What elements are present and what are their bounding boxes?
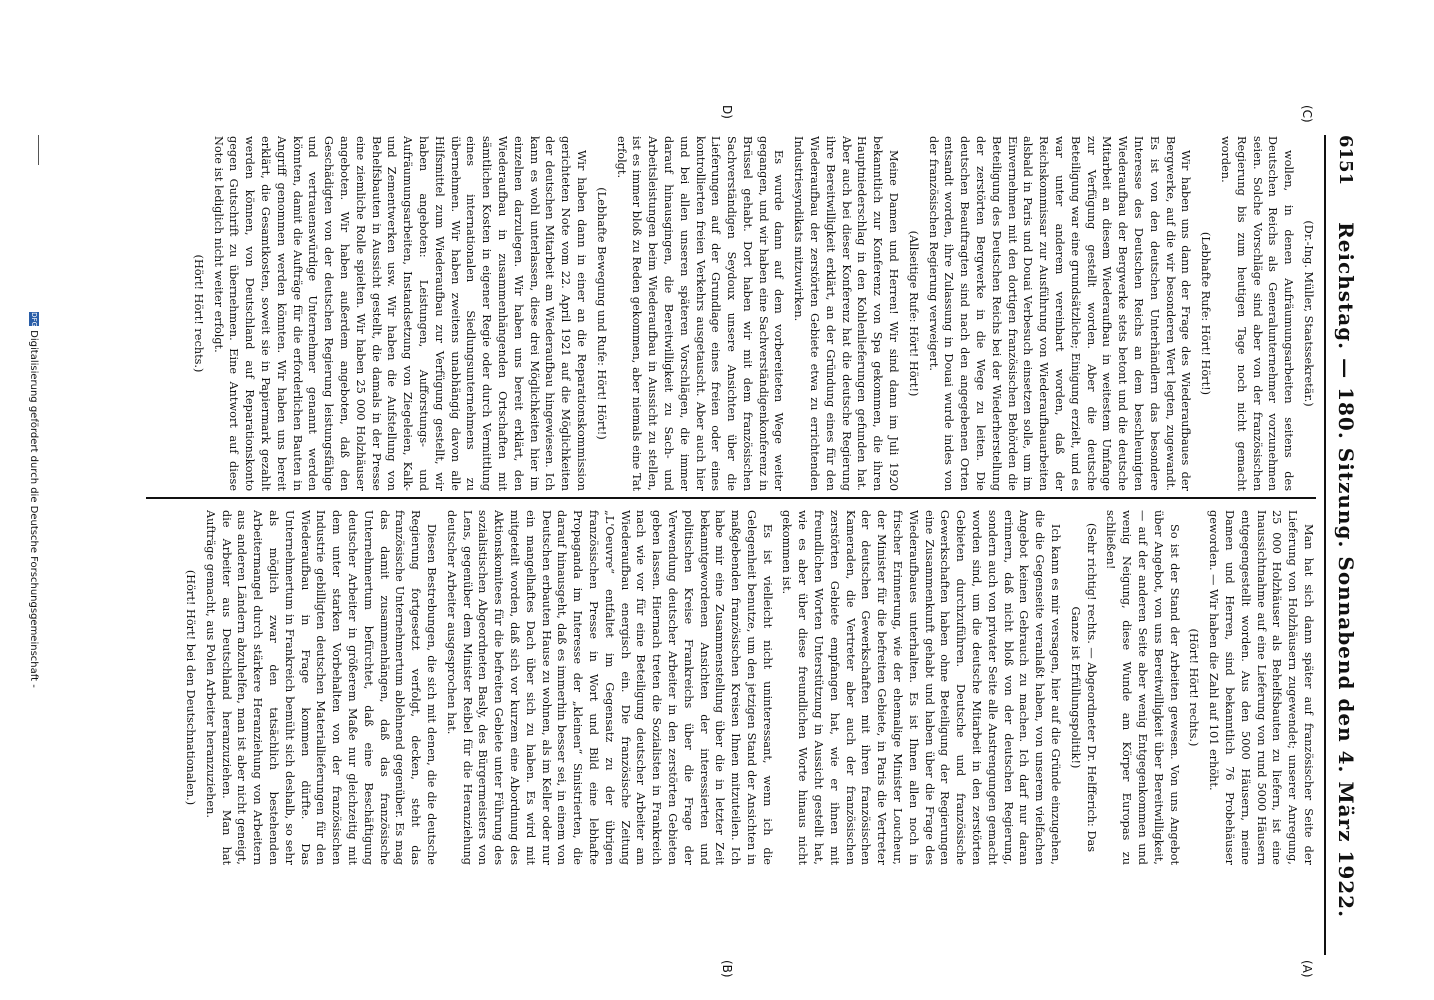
paragraph: Diesen Bestrebungen, die sich mit denen, die die deutsche Regierung fortgesetzt verfolgt, decken, steht das französische Unternehmertum ablehnend gegenüber. Es mag das damit zusammenhängen, daß das französische Unternehmertum befürchtet, daß eine Beschäftigung deutscher Arbeiter in größerem Maße nur gleichzeitig mit dem unter starken Vorbehalten von der französischen Industrie gebilligten deutschen Materiallieferungen für den Wiederaufbau in Frage kommen dürfte. Das Unternehmertum in Frankreich bemüht sich deshalb, so sehr als möglich zwar den tatsächlich bestehenden Arbeitermangel durch stärkere Heranziehung von Arbeitern aus anderen Ländern abzuhelfen, man ist aber nicht geneigt, die Arbeiter aus Deutschland heranzuziehen. Man hat Aufträge gemacht, aus Polen Arbeiter heranzuziehen. xyxy=(203,510,438,865)
header-title: Reichstag. — 180. Sitzung. Sonnabend den 4. März 1922. xyxy=(1334,222,1358,919)
paragraph: Man hat sich dann später auf französischer Seite der Lieferung von Holzhäusern zugewendet; unserer Anregung, 25 000 Holzhäuser als Behelfsbauten zu liefern, ist eine Inaussichtnahme auf eine Lieferung von rund 5000 Häusern entgegengestellt worden. Aus den 5000 Häusern, meine Damen und Herren, sind bekanntlich 76 Probehäuser geworden. — Wir haben die Zahl auf 101 erhöht. xyxy=(1207,510,1315,865)
margin-marker-c: (C) xyxy=(1300,105,1314,123)
page-number: 6151 xyxy=(1335,135,1357,186)
paragraph: (Hört! Hört! rechts.) xyxy=(1187,628,1201,747)
paragraph: (Allseitige Rufe: Hört! Hört!) xyxy=(906,230,920,397)
footer xyxy=(28,0,39,1000)
paragraph: Es wurde dann auf dem vorbereiteten Wege weiter gegangen, und wir haben eine Sachverständigenkonferenz in Brüssel gehabt. Dort haben wir mit dem französischen Sachverständigen Seydoux unsere Ansichten über die Lieferungen auf der Grundlage eines freien oder eines kontrollierten freien Verkehrs ausgetauscht. Aber auch hier und bei allen unseren späteren Vorschlägen, die immer darauf hinausgingen, die Bereitwilligkeit zu Sach- und Arbeitsleistungen beim Wiederaufbau in Aussicht zu stellen, ist es immer bloß zu Reden gekommen, aber niemals eine Tat erfolgt. xyxy=(614,136,786,491)
header-rule xyxy=(1324,135,1326,955)
margin-marker-b: (B) xyxy=(720,960,734,978)
column-divider xyxy=(146,497,1316,499)
paragraph: (Hört! Hört! rechts.) xyxy=(191,254,205,373)
paragraph: Wir haben uns dann der Frage des Wiederaufbaues der Bergwerke, auf die wir besonderen Wert legten, zugewandt. Es ist von den deutschen Unterhändlern das besondere Interesse des Deutschen Reichs an dem beschleunigten Wiederaufbau der Bergwerke stets betont und die deutsche Mitarbeit an diesem Wiederaufbau in weitestem Umfange zur Verfügung gestellt worden. Aber die deutsche Beteiligung war eine grundsätzliche; Einigung erzielt, und es war unter anderem vereinbart worden, daß der Reichskommissar zur Ausführung von Wiederaufbauarbeiten alsbald in Paris und Douai Verbesuch einsetzen solle, um im Einvernehmen mit den dortigen französischen Behörden die Beteiligung des Deutschen Reichs bei der Wiederherstellung der zerstörten Bergwerke in die Wege zu leiten. Die deutschen Beauftragten sind nach den angegebenen Orten entsandt worden, ihre Zulassung in Douai wurde indes von der französischen Regierung verweigert. xyxy=(926,136,1193,491)
paragraph: (Dr.-Ing. Müller, Staatssekretär.) xyxy=(1302,220,1315,407)
text-column-left xyxy=(146,136,1316,491)
paragraph: wollen, in denen Aufräumungsarbeiten seitens des Deutschen Reichs als Generalunternehmer vorzunehmen seien. Solche Vorschläge sind aber von der französischen Regierung bis zum heutigen Tage noch nicht gemacht worden. xyxy=(1219,136,1296,491)
paragraph: So ist der Stand der Arbeiten gewesen. Von uns Angebot über Angebot, von uns Bereitwilligkeit über Bereitwilligkeit, — auf der anderen Seite aber wenig Entgegenkommen und wenig Neigung, diese Wunde am Körper Europas zu schließen! xyxy=(1104,510,1181,865)
paragraph: Wir haben dann in einer an die Reparationskommission gerichteten Note vom 22. April 1921 auf die Möglichkeiten der deutschen Mitarbeit am Wiederaufbau hingewiesen. Ich kann es wohl unterlassen, diese drei Möglichkeiten hier im einzelnen darzulegen. Wir haben uns bereit erklärt, den Wiederaufbau in zusammenhängenden Ortschaften mit sämtlichen Kosten in eigener Regie oder durch Vermittlung eines internationalen Siedlungsunternehmens zu übernehmen. Wir haben zweitens unabhängig davon alle Hilfsmittel zum Wiederaufbau zur Verfügung gestellt, wir haben angeboten: Leistungen, Aufforstungs- und Aufräumungsarbeiten, Instandsetzung von Ziegeleien, Kalk- und Zementwerken usw. Wir haben die Aufstellung von Behelfsbauten in Aussicht gestellt, die damals in der Presse eine ziemliche Rolle spielten. Wir haben 25 000 Holzhäuser angeboten. Wir haben außerdem angeboten, daß den Geschädigten von der deutschen Regierung leistungsfähige und vertrauenswürdige Unternehmer genannt werden könnten, damit die Aufträge für die erforderlichen Bauten in Angriff genommen werden könnten. Wir haben uns bereit erklärt, die Gesamtkosten, soweit sie in Papiermark gezahlt werden können, von Deutschland auf Reparationskonto gegen Gutschrift zu übernehmen. Eine Antwort auf diese Note ist lediglich nicht weiter erfolgt. xyxy=(211,136,588,491)
paragraph: (Lebhafte Rufe: Hört! Hört!) xyxy=(1199,231,1213,396)
margin-marker-d: D) xyxy=(720,105,734,119)
paragraph: (Lebhafte Bewegung und Rufe: Hört! Hört!) xyxy=(594,187,608,440)
page-header xyxy=(1328,135,1364,955)
paragraph: Meine Damen und Herren! Wir sind dann im Juli 1920 bekanntlich zur Konferenz von Spa gekommen, die ihren Hauptniederschlag in den Kohlenlieferungen gefunden hat. Aber auch bei dieser Konferenz hat die deutsche Regierung ihre Bereitwilligkeit erklärt, an der Gründung eines für den Wiederaufbau der zerstörten Gebiete etwa zu errichtenden Industriesyndikats mitzuwirken. xyxy=(792,136,901,491)
footer-text: Digitalisierung gefördert durch die Deutsche Forschungsgemeinschaft - xyxy=(28,330,39,688)
dfg-logo-icon: DFG xyxy=(30,312,38,328)
paragraph: (Sehr richtig! rechts. — Abgeordneter Dr. Helfferich: Das Ganze ist Erfüllungspolitik!) xyxy=(1068,522,1098,853)
paragraph: Ich kann es mir versagen, hier auf die Gründe einzugehen, die die Gegenseite veranlaßt haben, von unserem vielfachen Angebot keinen Gebrauch zu machen. Ich darf nur daran erinnern, daß nicht bloß von der deutschen Regierung, sondern auch von privater Seite alle Anstrengungen gemacht worden sind, um die deutsche Mitarbeit in den zerstörten Gebieten durchzuführen. Deutsche und französische Gewerkschaften haben ohne Beteiligung der Regierungen eine Zusammenkunft gehabt und haben über die Frage des Wiederaufbaues unterhalten. Es ist Ihnen allen noch in frischer Erinnerung, wie der ehemalige Minister Loucheur, der Minister für die befreiten Gebiete, in Paris die Vertreter der deutschen Gewerkschaften mit ihren französischen Kameraden, die Vertreter aber auch der französischen zerstörten Gebiete empfangen hat, wie er ihnen mit freundlichen Worten Unterstützung in Aussicht gestellt hat, wie es aber über diese freundlichen Worte hinaus nicht gekommen ist. xyxy=(780,510,1063,865)
paragraph: Es ist vielleicht nicht uninteressant, wenn ich die Gelegenheit benutze, um den jetzigen Stand der Ansichten in maßgebenden französischen Kreisen Ihnen mitzuteilen. Ich habe mir eine Zusammenstellung über die in letzter Zeit bekanntgewordenen Ansichten der interessierten und politischen Kreise Frankreichs über die Frage der Verwendung deutscher Arbeiter in den zerstörten Gebieten geben lassen. Hiernach treten die Sozialisten in Frankreich nach wie vor für eine Beteiligung deutscher Arbeiter am Wiederaufbau energisch ein. Die französische Zeitung „L'Oeuvre“ entfaltet im Gegensatz zu der übrigen französischen Presse in Wort und Bild eine lebhafte Propaganda im Interesse der „kleinen“ Sinistrierten, die darauf hinausgeht, daß es immerhin besser sei, in einem von Deutschen erbauten Hause zu wohnen, als im Keller oder nur ein mangelhaftes Dach über sich zu haben. Es wird mit mitgeteilt worden, daß sich vor kurzem eine Abordnung des Aktionskomitees für die befreiten Gebiete unter Führung des sozialistischen Abgeordneten Basly, des Bürgermeisters von Lens, gegenüber dem Minister Reibel für die Heranziehung deutscher Arbeiter ausgesprochen hat. xyxy=(444,510,774,865)
paragraph: (Hört! Hört! bei den Deutschnationalen.) xyxy=(184,569,198,806)
margin-marker-a: (A) xyxy=(1300,960,1314,978)
text-column-right xyxy=(146,510,1316,865)
